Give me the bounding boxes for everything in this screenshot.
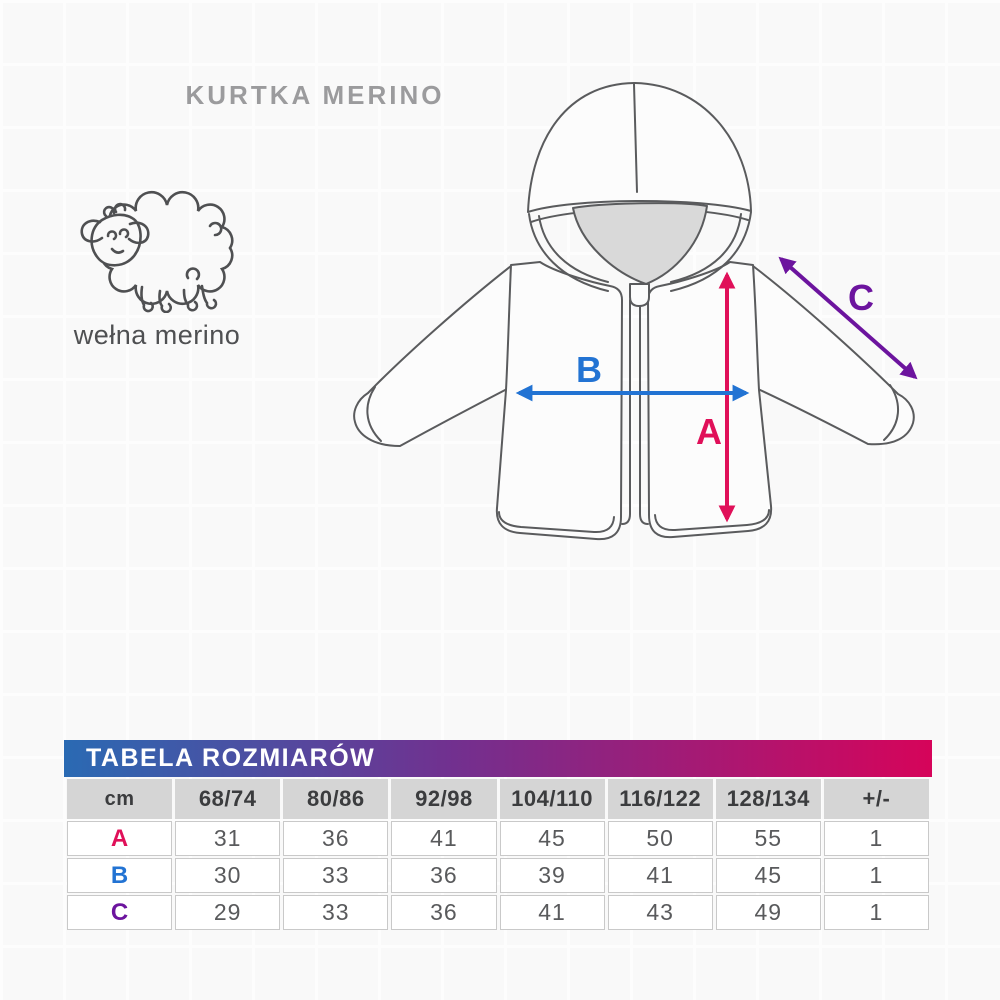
jacket-right-panel: [648, 262, 771, 537]
size-value-cell: 36: [283, 821, 388, 856]
size-column-header: 128/134: [716, 779, 821, 819]
size-column-header: 68/74: [175, 779, 280, 819]
size-value-cell: 1: [824, 821, 929, 856]
size-value-cell: 31: [175, 821, 280, 856]
size-table: [64, 740, 932, 932]
page-title: KURTKA MERINO: [185, 80, 445, 110]
jacket-hood-lining: [573, 203, 707, 284]
size-value-cell: 41: [391, 821, 496, 856]
size-value-cell: 45: [716, 858, 821, 893]
size-value-cell: 30: [175, 858, 280, 893]
size-value-cell: 39: [500, 858, 605, 893]
jacket-measurement-diagram: [330, 60, 950, 580]
size-value-cell: 45: [500, 821, 605, 856]
size-value-cell: 1: [824, 895, 929, 930]
size-table-title: TABELA ROZMIARÓW: [64, 740, 932, 777]
jacket-zipper: [640, 300, 648, 524]
measure-row-label: B: [67, 858, 172, 893]
size-table-header-row: [67, 779, 929, 819]
size-value-cell: 36: [391, 895, 496, 930]
size-column-header: 92/98: [391, 779, 496, 819]
size-table-row: [67, 821, 929, 856]
jacket-zipper: [622, 300, 630, 524]
size-value-cell: 43: [608, 895, 713, 930]
size-table-row: [67, 895, 929, 930]
measure-label-a: A: [696, 411, 722, 452]
measure-label-b: B: [576, 349, 602, 390]
size-column-header: +/-: [824, 779, 929, 819]
size-column-header: 80/86: [283, 779, 388, 819]
jacket-hood: [528, 83, 751, 212]
size-value-cell: 41: [500, 895, 605, 930]
sheep-icon: [62, 188, 252, 313]
size-value-cell: 36: [391, 858, 496, 893]
size-value-cell: 33: [283, 895, 388, 930]
size-value-cell: 49: [716, 895, 821, 930]
size-value-cell: 1: [824, 858, 929, 893]
material-label: wełna merino: [73, 320, 241, 350]
measure-row-label: A: [67, 821, 172, 856]
size-table-grid: [64, 777, 932, 932]
size-value-cell: 33: [283, 858, 388, 893]
size-value-cell: 29: [175, 895, 280, 930]
size-value-cell: 55: [716, 821, 821, 856]
measure-label-c: C: [848, 277, 874, 318]
jacket-left-sleeve: [354, 266, 511, 446]
size-value-cell: 50: [608, 821, 713, 856]
jacket-left-panel: [497, 262, 622, 539]
measure-row-label: C: [67, 895, 172, 930]
material-badge: [62, 188, 252, 351]
size-column-header: 116/122: [608, 779, 713, 819]
size-table-row: [67, 858, 929, 893]
unit-column-header: cm: [67, 779, 172, 819]
jacket-neck-tab: [630, 284, 649, 306]
size-value-cell: 41: [608, 858, 713, 893]
size-column-header: 104/110: [500, 779, 605, 819]
